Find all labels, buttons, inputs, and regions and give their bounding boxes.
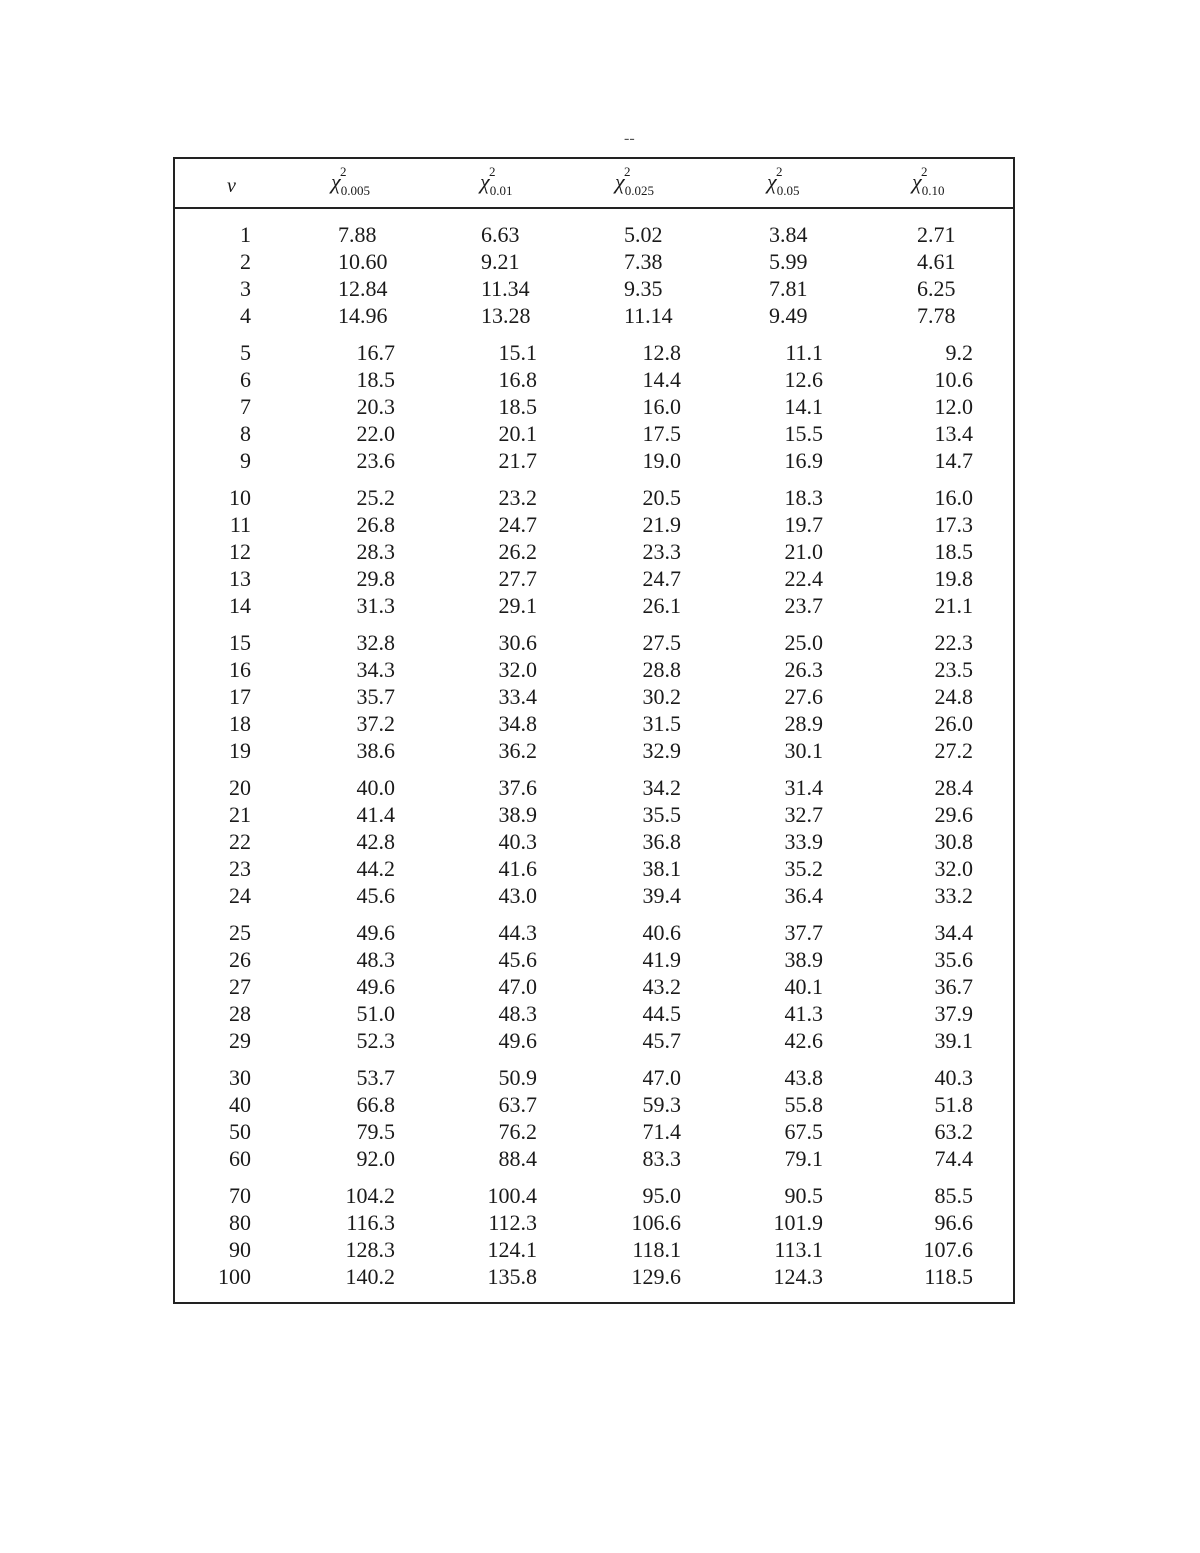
value-cell: 36.8 [642, 829, 681, 854]
value-cell: 21.9 [642, 512, 681, 537]
df-cell: 3 [240, 276, 251, 301]
table-row [175, 221, 1013, 248]
table-row [175, 275, 1013, 302]
value-cell: 36.7 [934, 974, 973, 999]
value-cell: 22.0 [356, 421, 395, 446]
value-cell: 19.0 [642, 448, 681, 473]
value-cell: 35.7 [356, 684, 395, 709]
df-cell: 60 [229, 1146, 251, 1171]
value-cell: 43.2 [642, 974, 681, 999]
value-cell: 59.3 [642, 1092, 681, 1117]
value-cell: 2.71 [917, 222, 956, 247]
table-header [175, 159, 1013, 209]
value-cell: 33.9 [784, 829, 823, 854]
value-cell: 22.4 [784, 566, 823, 591]
value-cell: 38.9 [498, 802, 537, 827]
table-row [175, 339, 1013, 366]
value-cell: 31.3 [356, 593, 395, 618]
value-cell: 85.5 [934, 1183, 973, 1208]
df-cell: 5 [240, 340, 251, 365]
value-cell: 23.6 [356, 448, 395, 473]
value-cell: 10.60 [338, 249, 388, 274]
value-cell: 12.0 [934, 394, 973, 419]
value-cell: 12.8 [642, 340, 681, 365]
header-sub: 0.025 [624, 183, 654, 198]
value-cell: 101.9 [773, 1210, 823, 1235]
value-cell: 7.38 [624, 249, 663, 274]
value-cell: 22.3 [934, 630, 973, 655]
value-cell: 7.88 [338, 222, 377, 247]
header-sup: 2 [624, 164, 631, 179]
chi-symbol: χ [331, 169, 341, 194]
value-cell: 33.4 [498, 684, 537, 709]
value-cell: 41.9 [642, 947, 681, 972]
table-row [175, 855, 1013, 882]
value-cell: 4.61 [917, 249, 956, 274]
value-cell: 34.3 [356, 657, 395, 682]
value-cell: 79.1 [784, 1146, 823, 1171]
header-sub: 0.01 [489, 183, 513, 198]
df-cell: 30 [229, 1065, 251, 1090]
value-cell: 19.7 [784, 512, 823, 537]
header-chi-010 [912, 164, 945, 198]
value-cell: 26.3 [784, 657, 823, 682]
header-sup: 2 [340, 164, 347, 179]
df-cell: 10 [229, 485, 251, 510]
table-row [175, 946, 1013, 973]
table-row [175, 973, 1013, 1000]
value-cell: 63.2 [934, 1119, 973, 1144]
value-cell: 33.2 [934, 883, 973, 908]
table-row [175, 919, 1013, 946]
value-cell: 47.0 [642, 1065, 681, 1090]
value-cell: 90.5 [784, 1183, 823, 1208]
value-cell: 27.2 [934, 738, 973, 763]
table-row [175, 1145, 1013, 1172]
value-cell: 23.2 [498, 485, 537, 510]
value-cell: 25.0 [784, 630, 823, 655]
value-cell: 34.8 [498, 711, 537, 736]
value-cell: 43.8 [784, 1065, 823, 1090]
header-nu: ν [227, 175, 236, 197]
value-cell: 36.2 [498, 738, 537, 763]
value-cell: 34.4 [934, 920, 973, 945]
value-cell: 44.2 [356, 856, 395, 881]
value-cell: 44.3 [498, 920, 537, 945]
value-cell: 40.6 [642, 920, 681, 945]
value-cell: 52.3 [356, 1028, 395, 1053]
value-cell: 39.1 [934, 1028, 973, 1053]
value-cell: 74.4 [934, 1146, 973, 1171]
chi-symbol: χ [767, 169, 777, 194]
value-cell: 9.35 [624, 276, 663, 301]
value-cell: 11.14 [624, 303, 673, 328]
df-cell: 15 [229, 630, 251, 655]
table-row [175, 882, 1013, 909]
value-cell: 40.0 [356, 775, 395, 800]
value-cell: 14.1 [784, 394, 823, 419]
df-cell: 25 [229, 920, 251, 945]
table-row [175, 447, 1013, 474]
df-cell: 8 [240, 421, 251, 446]
value-cell: 14.96 [338, 303, 388, 328]
df-cell: 14 [229, 593, 251, 618]
value-cell: 30.6 [498, 630, 537, 655]
df-cell: 13 [229, 566, 251, 591]
table-row [175, 1118, 1013, 1145]
table-row [175, 629, 1013, 656]
value-cell: 36.4 [784, 883, 823, 908]
value-cell: 26.8 [356, 512, 395, 537]
df-cell: 9 [240, 448, 251, 473]
value-cell: 9.21 [481, 249, 520, 274]
table-row [175, 366, 1013, 393]
value-cell: 21.7 [498, 448, 537, 473]
table-row [175, 484, 1013, 511]
value-cell: 104.2 [345, 1183, 395, 1208]
chi-symbol: χ [480, 169, 490, 194]
value-cell: 37.2 [356, 711, 395, 736]
value-cell: 30.8 [934, 829, 973, 854]
value-cell: 45.6 [356, 883, 395, 908]
header-sup: 2 [776, 164, 783, 179]
value-cell: 20.1 [498, 421, 537, 446]
value-cell: 28.3 [356, 539, 395, 564]
header-sub: 0.10 [921, 183, 945, 198]
value-cell: 116.3 [346, 1210, 395, 1235]
df-cell: 6 [240, 367, 251, 392]
df-cell: 17 [229, 684, 251, 709]
df-cell: 50 [229, 1119, 251, 1144]
value-cell: 49.6 [356, 920, 395, 945]
value-cell: 15.1 [498, 340, 537, 365]
value-cell: 79.5 [356, 1119, 395, 1144]
value-cell: 40.3 [498, 829, 537, 854]
value-cell: 24.7 [498, 512, 537, 537]
value-cell: 28.4 [934, 775, 973, 800]
value-cell: 37.7 [784, 920, 823, 945]
value-cell: 23.5 [934, 657, 973, 682]
value-cell: 21.0 [784, 539, 823, 564]
table-row [175, 1209, 1013, 1236]
value-cell: 14.7 [934, 448, 973, 473]
table-row [175, 393, 1013, 420]
table-row [175, 1000, 1013, 1027]
value-cell: 17.3 [934, 512, 973, 537]
header-chi-0025 [615, 164, 654, 198]
df-cell: 18 [229, 711, 251, 736]
value-cell: 16.9 [784, 448, 823, 473]
value-cell: 6.25 [917, 276, 956, 301]
value-cell: 38.1 [642, 856, 681, 881]
value-cell: 3.84 [769, 222, 808, 247]
value-cell: 135.8 [487, 1264, 537, 1289]
table-row [175, 774, 1013, 801]
header-sub: 0.005 [340, 183, 370, 198]
value-cell: 32.8 [356, 630, 395, 655]
df-cell: 16 [229, 657, 251, 682]
value-cell: 20.3 [356, 394, 395, 419]
value-cell: 5.99 [769, 249, 808, 274]
table-row [175, 302, 1013, 329]
df-cell: 19 [229, 738, 251, 763]
df-cell: 28 [229, 1001, 251, 1026]
chi-symbol: χ [912, 169, 922, 194]
value-cell: 27.7 [498, 566, 537, 591]
df-cell: 12 [229, 539, 251, 564]
value-cell: 112.3 [488, 1210, 537, 1235]
value-cell: 32.0 [934, 856, 973, 881]
value-cell: 19.8 [934, 566, 973, 591]
top-mark: -- [624, 130, 635, 147]
value-cell: 18.5 [498, 394, 537, 419]
value-cell: 49.6 [498, 1028, 537, 1053]
value-cell: 27.5 [642, 630, 681, 655]
value-cell: 48.3 [356, 947, 395, 972]
table-row [175, 1064, 1013, 1091]
df-cell: 22 [229, 829, 251, 854]
value-cell: 38.6 [356, 738, 395, 763]
value-cell: 63.7 [498, 1092, 537, 1117]
df-cell: 29 [229, 1028, 251, 1053]
value-cell: 100.4 [487, 1183, 537, 1208]
value-cell: 18.3 [784, 485, 823, 510]
table-row [175, 656, 1013, 683]
value-cell: 53.7 [356, 1065, 395, 1090]
value-cell: 26.2 [498, 539, 537, 564]
table-row [175, 1027, 1013, 1054]
value-cell: 16.0 [934, 485, 973, 510]
value-cell: 41.4 [356, 802, 395, 827]
value-cell: 40.3 [934, 1065, 973, 1090]
value-cell: 18.5 [934, 539, 973, 564]
value-cell: 95.0 [642, 1183, 681, 1208]
value-cell: 92.0 [356, 1146, 395, 1171]
value-cell: 32.7 [784, 802, 823, 827]
value-cell: 76.2 [498, 1119, 537, 1144]
table-row [175, 420, 1013, 447]
value-cell: 30.2 [642, 684, 681, 709]
table-row [175, 737, 1013, 764]
value-cell: 6.63 [481, 222, 520, 247]
table-row [175, 592, 1013, 619]
value-cell: 106.6 [631, 1210, 681, 1235]
value-cell: 16.7 [356, 340, 395, 365]
value-cell: 27.6 [784, 684, 823, 709]
value-cell: 12.84 [338, 276, 388, 301]
value-cell: 45.6 [498, 947, 537, 972]
value-cell: 28.9 [784, 711, 823, 736]
table-row [175, 828, 1013, 855]
value-cell: 38.9 [784, 947, 823, 972]
value-cell: 44.5 [642, 1001, 681, 1026]
table-row [175, 1091, 1013, 1118]
value-cell: 50.9 [498, 1065, 537, 1090]
header-chi-005 [767, 164, 800, 198]
value-cell: 37.9 [934, 1001, 973, 1026]
df-cell: 26 [229, 947, 251, 972]
value-cell: 9.2 [945, 340, 973, 365]
value-cell: 13.4 [934, 421, 973, 446]
df-cell: 21 [229, 802, 251, 827]
df-cell: 7 [240, 394, 251, 419]
table-row [175, 710, 1013, 737]
value-cell: 55.8 [784, 1092, 823, 1117]
df-cell: 80 [229, 1210, 251, 1235]
value-cell: 23.3 [642, 539, 681, 564]
value-cell: 96.6 [934, 1210, 973, 1235]
value-cell: 29.1 [498, 593, 537, 618]
table-row [175, 565, 1013, 592]
value-cell: 51.8 [934, 1092, 973, 1117]
value-cell: 48.3 [498, 1001, 537, 1026]
value-cell: 71.4 [642, 1119, 681, 1144]
value-cell: 25.2 [356, 485, 395, 510]
value-cell: 66.8 [356, 1092, 395, 1117]
value-cell: 107.6 [923, 1237, 973, 1262]
value-cell: 29.6 [934, 802, 973, 827]
df-cell: 1 [240, 222, 251, 247]
value-cell: 16.0 [642, 394, 681, 419]
value-cell: 47.0 [498, 974, 537, 999]
value-cell: 118.1 [632, 1237, 681, 1262]
value-cell: 67.5 [784, 1119, 823, 1144]
df-cell: 11 [229, 512, 251, 537]
value-cell: 24.7 [642, 566, 681, 591]
value-cell: 37.6 [498, 775, 537, 800]
df-cell: 100 [218, 1264, 251, 1289]
header-sub: 0.05 [776, 183, 800, 198]
value-cell: 18.5 [356, 367, 395, 392]
table-row [175, 1182, 1013, 1209]
df-cell: 20 [229, 775, 251, 800]
header-chi-0005 [331, 164, 370, 198]
value-cell: 43.0 [498, 883, 537, 908]
value-cell: 31.4 [784, 775, 823, 800]
value-cell: 20.5 [642, 485, 681, 510]
value-cell: 39.4 [642, 883, 681, 908]
chi-square-table [173, 157, 1015, 1304]
value-cell: 17.5 [642, 421, 681, 446]
header-sup: 2 [489, 164, 496, 179]
value-cell: 124.1 [487, 1237, 537, 1262]
header-chi-001 [480, 164, 513, 198]
value-cell: 83.3 [642, 1146, 681, 1171]
value-cell: 41.3 [784, 1001, 823, 1026]
value-cell: 140.2 [345, 1264, 395, 1289]
value-cell: 16.8 [498, 367, 537, 392]
table-row [175, 1236, 1013, 1263]
value-cell: 29.8 [356, 566, 395, 591]
value-cell: 88.4 [498, 1146, 537, 1171]
value-cell: 32.9 [642, 738, 681, 763]
value-cell: 14.4 [642, 367, 681, 392]
value-cell: 128.3 [345, 1237, 395, 1262]
value-cell: 129.6 [631, 1264, 681, 1289]
value-cell: 11.1 [785, 340, 823, 365]
value-cell: 51.0 [356, 1001, 395, 1026]
value-cell: 15.5 [784, 421, 823, 446]
df-cell: 23 [229, 856, 251, 881]
value-cell: 23.7 [784, 593, 823, 618]
value-cell: 21.1 [934, 593, 973, 618]
value-cell: 113.1 [774, 1237, 823, 1262]
value-cell: 42.6 [784, 1028, 823, 1053]
df-cell: 2 [240, 249, 251, 274]
df-cell: 24 [229, 883, 251, 908]
value-cell: 41.6 [498, 856, 537, 881]
value-cell: 24.8 [934, 684, 973, 709]
value-cell: 26.0 [934, 711, 973, 736]
value-cell: 42.8 [356, 829, 395, 854]
value-cell: 35.5 [642, 802, 681, 827]
value-cell: 13.28 [481, 303, 531, 328]
value-cell: 7.78 [917, 303, 956, 328]
value-cell: 35.6 [934, 947, 973, 972]
table-row [175, 538, 1013, 565]
value-cell: 49.6 [356, 974, 395, 999]
value-cell: 31.5 [642, 711, 681, 736]
value-cell: 28.8 [642, 657, 681, 682]
header-sup: 2 [921, 164, 928, 179]
df-cell: 70 [229, 1183, 251, 1208]
value-cell: 34.2 [642, 775, 681, 800]
value-cell: 11.34 [481, 276, 530, 301]
value-cell: 10.6 [934, 367, 973, 392]
value-cell: 118.5 [924, 1264, 973, 1289]
value-cell: 5.02 [624, 222, 663, 247]
value-cell: 12.6 [784, 367, 823, 392]
value-cell: 7.81 [769, 276, 808, 301]
df-cell: 27 [229, 974, 251, 999]
table-row [175, 801, 1013, 828]
value-cell: 9.49 [769, 303, 808, 328]
chi-symbol: χ [615, 169, 625, 194]
value-cell: 40.1 [784, 974, 823, 999]
value-cell: 26.1 [642, 593, 681, 618]
df-cell: 4 [240, 303, 251, 328]
table-row [175, 248, 1013, 275]
value-cell: 35.2 [784, 856, 823, 881]
value-cell: 30.1 [784, 738, 823, 763]
table-row [175, 683, 1013, 710]
df-cell: 40 [229, 1092, 251, 1117]
table-row [175, 1263, 1013, 1290]
value-cell: 124.3 [773, 1264, 823, 1289]
value-cell: 45.7 [642, 1028, 681, 1053]
value-cell: 32.0 [498, 657, 537, 682]
table-row [175, 511, 1013, 538]
df-cell: 90 [229, 1237, 251, 1262]
